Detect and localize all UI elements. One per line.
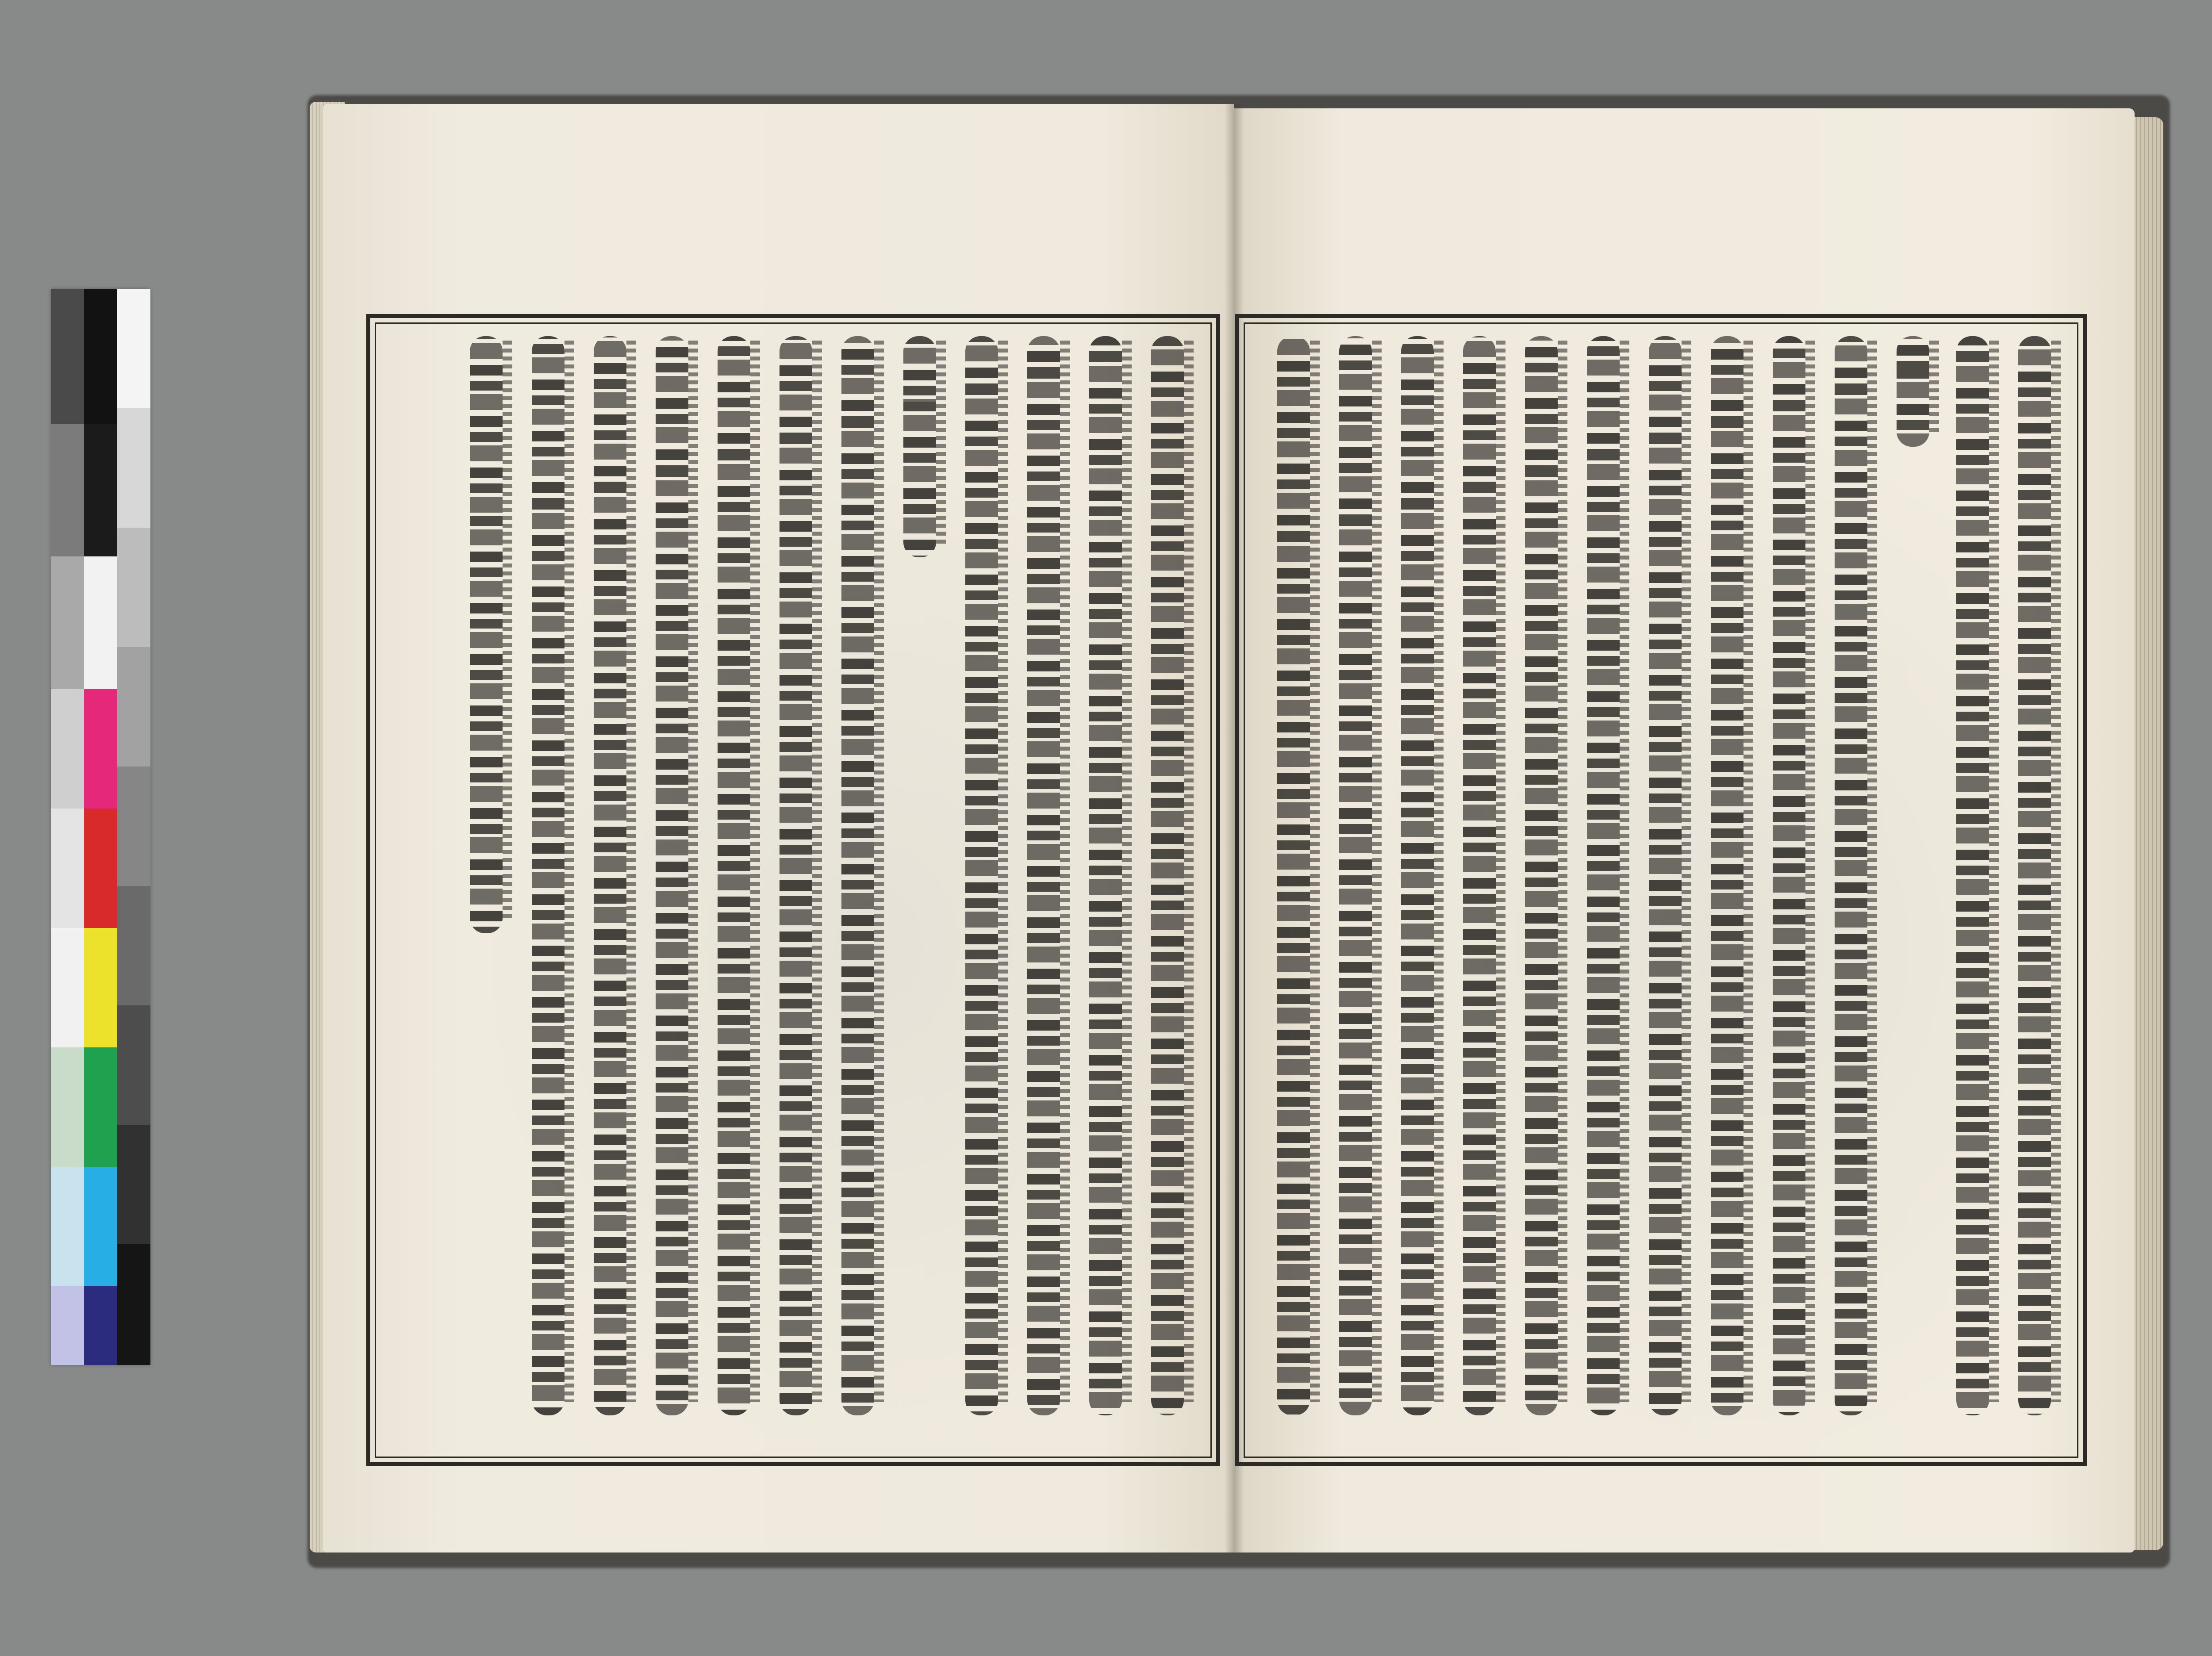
text-column	[1453, 336, 1505, 1429]
text-column	[2008, 336, 2061, 1429]
furigana-reading-marks	[1122, 341, 1132, 1402]
brush-script-line	[1587, 336, 1620, 1415]
text-column	[1947, 336, 1999, 1429]
text-column	[894, 336, 946, 1429]
card-color-column	[84, 289, 117, 1365]
furigana-reading-marks	[812, 341, 822, 1402]
text-column	[646, 336, 698, 1429]
brush-script-line	[903, 336, 936, 557]
furigana-reading-marks	[1310, 341, 1320, 1402]
card-gray-column	[51, 289, 84, 1365]
furigana-reading-marks	[1060, 341, 1070, 1402]
text-column	[1515, 336, 1567, 1429]
text-column	[770, 336, 822, 1429]
furigana-reading-marks	[626, 341, 636, 1402]
furigana-reading-marks	[2051, 341, 2061, 1402]
text-column	[1079, 336, 1132, 1429]
text-column	[956, 336, 1008, 1429]
furigana-reading-marks	[1184, 341, 1194, 1402]
brush-script-line	[1897, 336, 1929, 447]
furigana-reading-marks	[1496, 341, 1505, 1402]
text-column	[1701, 336, 1753, 1429]
furigana-reading-marks	[1620, 341, 1629, 1402]
text-column	[1639, 336, 1691, 1429]
brush-script-line	[656, 336, 688, 1415]
furigana-reading-marks	[1929, 341, 1939, 433]
right-page-text-columns	[1252, 336, 2075, 1429]
furigana-reading-marks	[1743, 341, 1753, 1402]
brush-script-line	[532, 336, 565, 1415]
text-column	[1391, 336, 1444, 1429]
brush-script-line	[1649, 336, 1682, 1415]
furigana-reading-marks	[750, 341, 760, 1402]
text-column	[1329, 336, 1382, 1429]
brush-script-line	[1027, 336, 1060, 1415]
furigana-reading-marks	[1867, 341, 1877, 1402]
text-column	[584, 336, 636, 1429]
furigana-reading-marks	[1989, 341, 1999, 1402]
left-page-text-columns	[380, 336, 1212, 1429]
text-column	[708, 336, 760, 1429]
brush-script-line	[1089, 336, 1122, 1415]
color-calibration-card	[51, 289, 150, 1365]
brush-script-line	[1463, 336, 1496, 1415]
brush-script-line	[780, 336, 812, 1415]
brush-script-line	[1401, 336, 1434, 1415]
furigana-reading-marks	[1372, 341, 1382, 1402]
furigana-reading-marks	[688, 341, 698, 1402]
brush-script-line	[1525, 336, 1558, 1415]
text-column	[1267, 336, 1320, 1429]
brush-script-line	[2018, 336, 2051, 1415]
text-column	[522, 336, 574, 1429]
text-column	[1887, 336, 1939, 1429]
text-column	[1763, 336, 1815, 1429]
furigana-reading-marks	[1682, 341, 1691, 1402]
brush-script-line	[470, 336, 503, 933]
furigana-reading-marks	[565, 341, 574, 1402]
furigana-reading-marks	[1434, 341, 1444, 1402]
brush-script-line	[1151, 336, 1184, 1415]
furigana-reading-marks	[1558, 341, 1567, 1402]
brush-script-line	[1711, 336, 1743, 1415]
text-column	[1141, 336, 1194, 1429]
text-column	[460, 336, 512, 1429]
text-column	[1577, 336, 1629, 1429]
brush-script-line	[1277, 336, 1310, 1415]
brush-script-line	[594, 336, 626, 1415]
furigana-reading-marks	[874, 341, 884, 1402]
text-column	[1018, 336, 1070, 1429]
brush-script-line	[718, 336, 750, 1415]
text-column	[832, 336, 884, 1429]
card-grayscale-strip	[117, 289, 150, 1365]
brush-script-line	[1773, 336, 1805, 1415]
brush-script-line	[841, 336, 874, 1415]
brush-script-line	[1835, 336, 1867, 1415]
furigana-reading-marks	[503, 341, 512, 920]
brush-script-line	[965, 336, 998, 1415]
furigana-reading-marks	[1805, 341, 1815, 1402]
furigana-reading-marks	[998, 341, 1008, 1402]
brush-script-line	[1339, 336, 1372, 1415]
furigana-reading-marks	[936, 341, 946, 544]
brush-script-line	[1956, 336, 1989, 1415]
text-column	[1825, 336, 1877, 1429]
